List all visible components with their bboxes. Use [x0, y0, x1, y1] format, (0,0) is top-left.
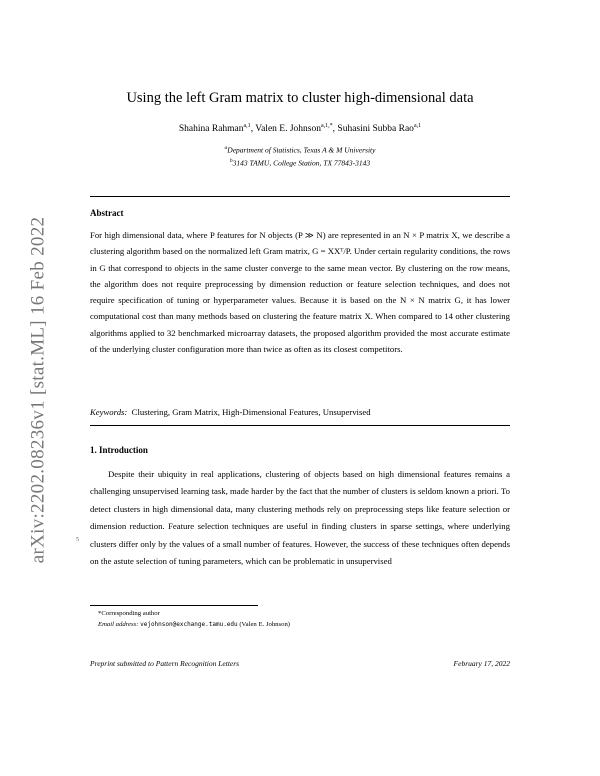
footnote-rule: [90, 605, 258, 606]
keywords-line: [90, 407, 510, 417]
author-marks: a,1: [413, 123, 422, 129]
section-heading: 1. Introduction: [90, 445, 148, 455]
affiliation-mark: b: [229, 157, 233, 164]
introduction-text: [90, 466, 510, 570]
affiliation-line: [90, 143, 510, 156]
email-label: Email address:: [98, 621, 139, 628]
introduction-paragraph: Despite their ubiquity in real applications, clustering of objects based on high dimensional features remains a challenging unsupervised learning task, made harder by the fact that the number of clusters is seldom known a priori. To detect clusters in high dimensional data, many clustering methods rely on preprocessing steps like feature selection or dimension reduction. Feature selection techniques are useful in finding clusters in sparse settings, where underlying clusters differ only by the values of a small number of features. However, the success of these techniques often depends on the astute selection of tuning parameters, which can be problematic in unsupervised: [90, 469, 510, 567]
author-name: Valen E. Johnson: [255, 124, 321, 135]
arxiv-stamp: [12, 200, 64, 580]
abstract-top-rule: [90, 196, 510, 197]
affiliation-text: 3143 TAMU, College Station, TX 77843-3143: [232, 158, 371, 167]
abstract-bottom-rule: [90, 425, 510, 426]
author-list: Shahina Rahman$^{a,1}$, Valen E. Johnson$^{a,1,*}$, Suhasini Subba Rao$^{a,1}$: [178, 123, 422, 135]
author-name: Suhasini Subba Rao: [337, 124, 414, 135]
author-marks: a,1,*: [320, 123, 333, 129]
abstract-text: For high dimensional data, where P features for N objects (P ≫ N) are represented in an N × P matrix X, we describe a clustering algorithm based on the normalized left Gram matrix, G = XXᵀ/P. Under certain regularity conditions, the rows in G that correspond to objects in the same cluster converge to the same mean vector. By clustering on the row means, the algorithm does not require preprocessing by dimension reduction or feature selection techniques, and does not require specification of tuning or hyperparameter values. Because it is based on the N × N matrix G, it has lower computational cost than many methods based on clustering the feature matrix X. When compared to 14 other clustering algorithms applied to 32 benchmarked microarray datasets, the proposed algorithm provided the most accurate estimate of the underlying cluster configuration more than twice as often as its closest competitors.: [90, 230, 510, 355]
arxiv-stamp-text: arXiv:2202.08236v1 [stat.ML] 16 Feb 2022: [27, 216, 49, 564]
footnote: [90, 608, 510, 630]
abstract-heading: Abstract: [90, 208, 124, 218]
email-link[interactable]: vejohnson@exchange.tamu.edu: [140, 621, 238, 628]
keywords-label: Keywords:: [90, 407, 128, 417]
affiliation-text: Department of Statistics, Texas A & M University: [227, 145, 376, 155]
affiliation-line: [90, 156, 510, 169]
footer-journal: Preprint submitted to Pattern Recognition Letters: [90, 659, 240, 668]
footnote-email-line: [90, 619, 510, 630]
footer-date: February 17, 2022: [453, 659, 510, 668]
affiliations: [90, 143, 510, 168]
email-owner: (Valen E. Johnson): [239, 621, 291, 628]
margin-mark: 5: [76, 537, 79, 543]
keywords-text: Clustering, Gram Matrix, High-Dimensional Features, Unsupervised: [131, 407, 371, 417]
author-marks: a,1: [243, 123, 251, 129]
author-name: Shahina Rahman: [178, 124, 244, 135]
paper-title: Using the left Gram matrix to cluster high-dimensional data: [126, 90, 474, 106]
corresponding-author-note: *Corresponding author: [98, 610, 160, 617]
affiliation-mark: a: [224, 145, 228, 151]
footnote-corresponding: [90, 608, 510, 619]
